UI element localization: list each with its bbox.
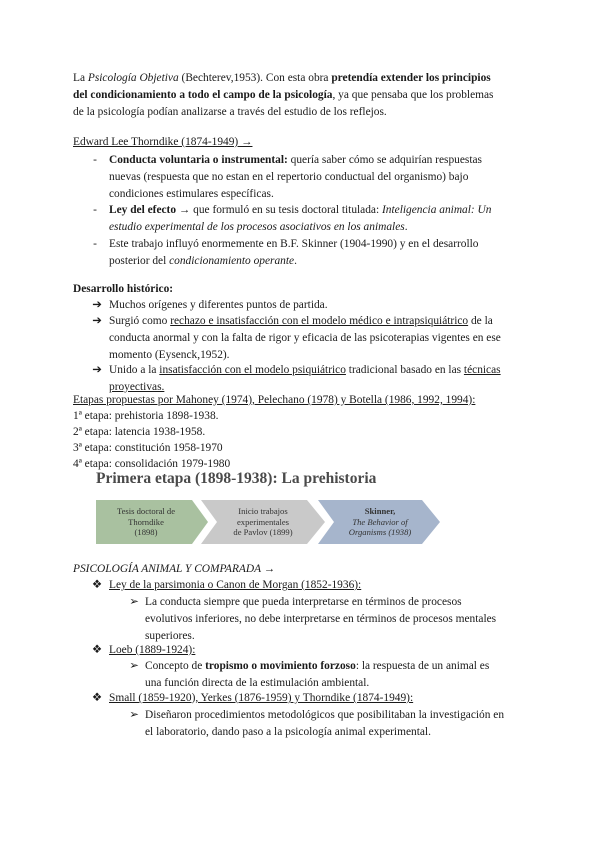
etapa-item: 4ª etapa: consolidación 1979-1980 xyxy=(73,458,231,470)
etapas-title: Etapas propuestas por Mahoney (1974), Pelechano (1978) y Botella (1986, 1992, 1994): xyxy=(73,394,476,406)
thorndike-title: Edward Lee Thorndike (1874-1949) → xyxy=(73,136,253,148)
diamond-bullet: ❖ xyxy=(91,644,103,656)
sub-arrow-bullet: ➢ xyxy=(129,709,139,721)
stage-2-label: Inicio trabajos experimentales de Pavlov (1899) xyxy=(233,506,293,538)
psicologia-title: PSICOLOGÍA ANIMAL Y COMPARADA → xyxy=(73,563,276,575)
etapa-item: 2ª etapa: latencia 1938-1958. xyxy=(73,426,206,438)
stage-2-chevron xyxy=(201,500,325,544)
morgan-text: La conducta siempre que pueda interpretarse en términos de procesos evolutivos inferiores, no debe interpretarse en términos de procesos mentales superiores. xyxy=(145,596,497,642)
intro-line-1: La Psicología Objetiva (Bechterev,1953). Con esta obra pretendía extender los principios xyxy=(73,72,491,84)
loeb-text: Concepto de tropismo o movimiento forzoso: la respuesta de un animal es una función directa de la estimulación ambiental. xyxy=(145,660,490,689)
intro-line-2: del condicionamiento a todo el campo de la psicología, ya que pensaba que los problemas xyxy=(73,89,494,101)
sub-arrow-bullet: ➢ xyxy=(129,660,139,672)
small-title: Small (1859-1920), Yerkes (1876-1959) y Thorndike (1874-1949): xyxy=(109,692,414,704)
diamond-bullet: ❖ xyxy=(91,579,103,591)
arrow-bullet: ➔ xyxy=(92,299,102,311)
stage-1-chevron xyxy=(96,500,208,544)
arrow-bullet: ➔ xyxy=(92,364,102,376)
small-text: Diseñaron procedimientos metodológicos que posibilitaban la investigación en el laboratorio, dando paso a la psicología animal experimental. xyxy=(145,709,505,738)
dash-bullet: - xyxy=(93,154,97,166)
etapa-item: 3ª etapa: constitución 1958-1970 xyxy=(73,442,223,454)
stage-1-label: Tesis doctoral de Thorndike (1898) xyxy=(116,506,176,538)
dash-bullet: - xyxy=(93,204,97,216)
thorndike-item-1: Conducta voluntaria o instrumental: quería saber cómo se adquirían respuestas nuevas (respuesta que no estan en el repertorio conductual del organismo) bajo condiciones estimulares específicas. xyxy=(109,154,482,200)
sub-arrow-bullet: ➢ xyxy=(129,596,139,608)
desarrollo-title: Desarrollo histórico: xyxy=(73,283,174,295)
etapa-item: 1ª etapa: prehistoria 1898-1938. xyxy=(73,410,219,422)
dash-bullet: - xyxy=(93,238,97,250)
diamond-bullet: ❖ xyxy=(91,692,103,704)
stage-3-chevron xyxy=(318,500,440,544)
thorndike-item-2: Ley del efecto → que formuló en su tesis doctoral titulada: Inteligencia animal: Un estudio experimental de los procesos asociativos en los animales. xyxy=(109,204,492,233)
loeb-title: Loeb (1889-1924): xyxy=(109,644,196,656)
desarrollo-item-2: Surgió como rechazo e insatisfacción con el modelo médico e intrapsiquiátrico de la conducta anormal y con la falta de rigor y eficacia de las psicoterapias vigentes en ese momento (Eysenck,1952). xyxy=(109,315,501,361)
arrow-bullet: ➔ xyxy=(92,315,102,327)
diagram-heading: Primera etapa (1898-1938): La prehistoria xyxy=(96,470,377,487)
desarrollo-item-1: Muchos orígenes y diferentes puntos de partida. xyxy=(109,299,328,311)
intro-line-3: de la psicología podían analizarse a través del estudio de los reflejos. xyxy=(73,106,387,118)
stage-3-label: Skinner, The Behavior of Organisms (1938) xyxy=(348,506,412,538)
desarrollo-item-3: Unido a la insatisfacción con el modelo psiquiátrico tradicional basado en las técnicas proyectivas. xyxy=(109,364,501,393)
morgan-title: Ley de la parsimonia o Canon de Morgan (1852-1936): xyxy=(109,579,362,591)
thorndike-item-3: Este trabajo influyó enormemente en B.F. Skinner (1904-1990) y en el desarrollo posterior del condicionamiento operante. xyxy=(109,238,479,267)
